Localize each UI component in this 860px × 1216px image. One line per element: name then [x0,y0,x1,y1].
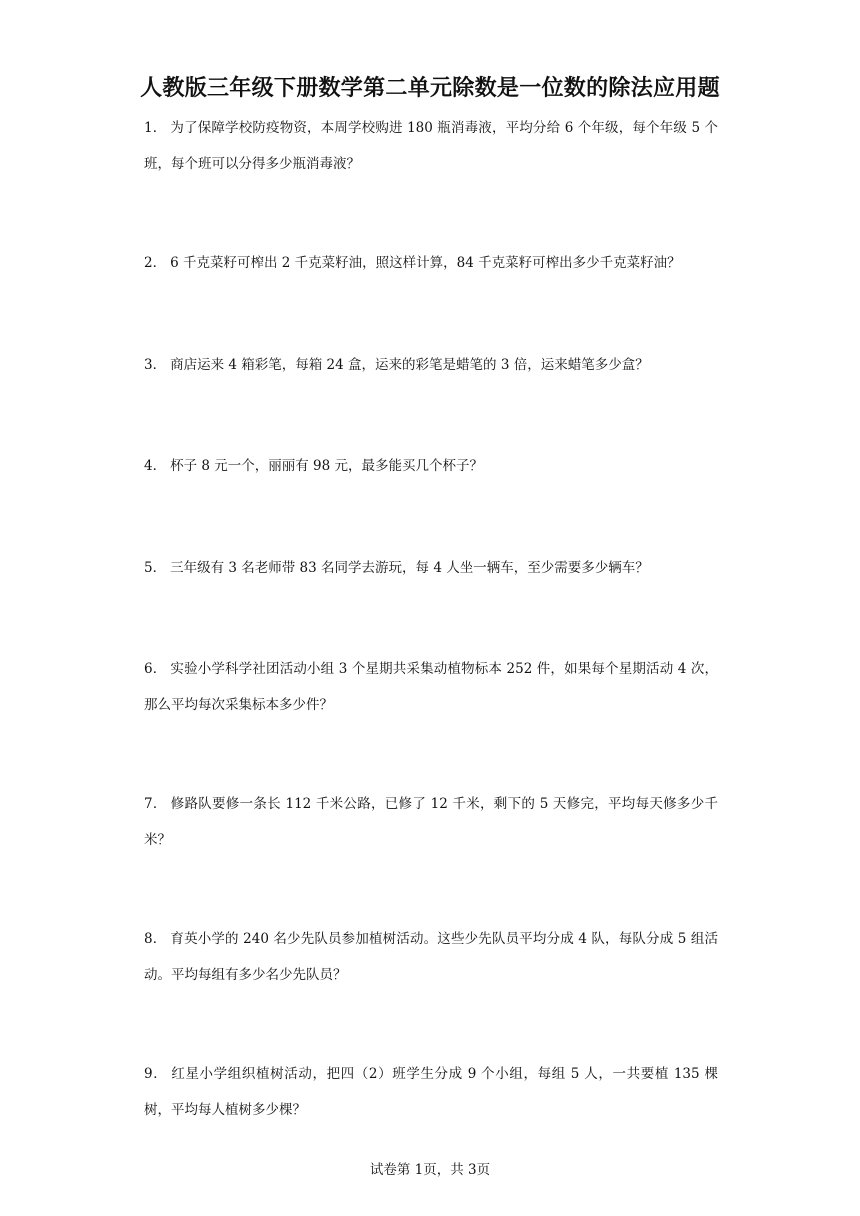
question-text: 商店运来 4 箱彩笔，每箱 24 盒，运来的彩笔是蜡笔的 3 倍，运来蜡笔多少盒？ [170,357,649,373]
question-1 [144,110,718,182]
question-9 [144,1056,718,1128]
question-number: 3． [144,357,167,373]
question-text: 育英小学的 240 名少先队员参加植树活动。这些少先队员平均分成 4 队，每队分成 5 组活动。平均每组有多少名少先队员？ [144,931,718,983]
question-number: 8． [144,931,167,947]
question-number: 7． [144,796,167,812]
question-5 [144,550,718,586]
question-number: 4． [144,458,167,474]
question-number: 9． [144,1066,168,1082]
question-7 [144,786,718,858]
question-text: 实验小学科学社团活动小组 3 个星期共采集动植物标本 252 件，如果每个星期活动 4 次，那么平均每次采集标本多少件？ [144,661,718,713]
question-number: 2． [144,255,167,271]
question-text: 为了保障学校防疫物资，本周学校购进 180 瓶消毒液，平均分给 6 个年级，每个年级 5 个班，每个班可以分得多少瓶消毒液？ [144,120,718,172]
page-title: 人教版三年级下册数学第二单元除数是一位数的除法应用题 [140,76,720,101]
question-6 [144,651,718,723]
question-text: 杯子 8 元一个，丽丽有 98 元，最多能买几个杯子？ [170,458,484,474]
question-number: 6． [144,661,167,677]
question-text: 修路队要修一条长 112 千米公路，已修了 12 千米，剩下的 5 天修完，平均每天修多少千米？ [144,796,718,848]
question-3 [144,347,718,383]
question-text: 三年级有 3 名老师带 83 名同学去游玩，每 4 人坐一辆车，至少需要多少辆车？ [170,560,649,576]
page-footer: 试卷第 1页，共 3页 [369,1162,491,1178]
question-text: 红星小学组织植树活动，把四（2）班学生分成 9 个小组，每组 5 人，一共要植 135 棵树，平均每人植树多少棵？ [144,1066,719,1118]
question-number: 5． [144,560,167,576]
question-8 [144,921,718,993]
question-text: 6 千克菜籽可榨出 2 千克菜籽油，照这样计算，84 千克菜籽可榨出多少千克菜籽油？ [170,255,681,271]
question-4 [144,448,718,484]
question-2 [144,245,718,281]
question-number: 1． [144,120,167,136]
